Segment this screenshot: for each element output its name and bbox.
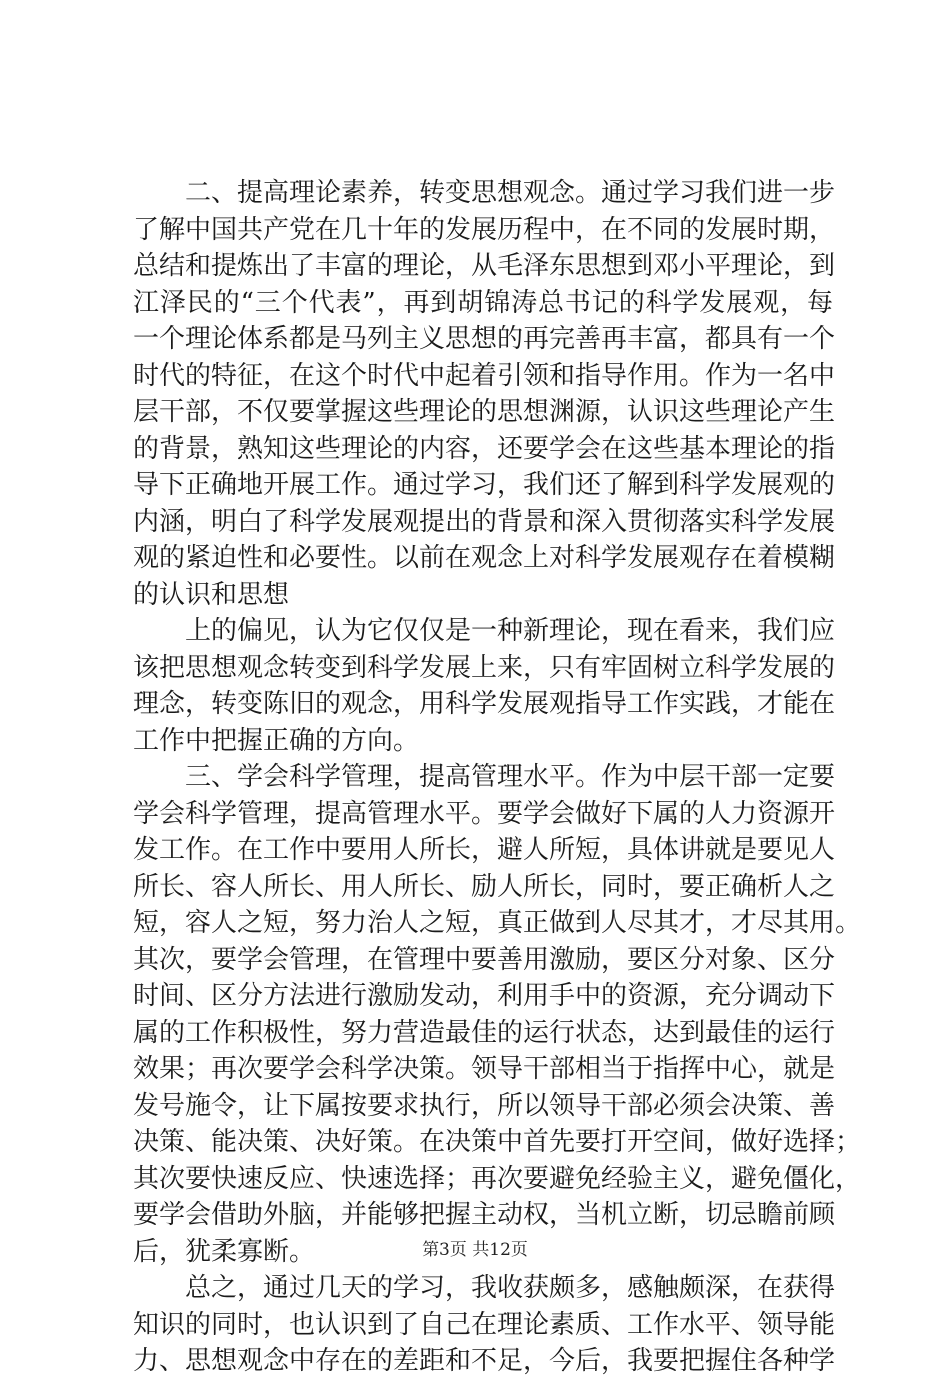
paragraph-line: 导下正确地开展工作。通过学习，我们还了解到科学发展观的 (133, 470, 836, 500)
paragraph-line: 二、提高理论素养，转变思想观念。通过学习我们进一步 (185, 178, 836, 208)
paragraph-line: 时代的特征，在这个时代中起着引领和指导作用。作为一名中 (133, 360, 836, 391)
paragraph-line: 力、思想观念中存在的差距和不足，今后，我要把握住各种学 (133, 1346, 836, 1376)
paragraph-line: 效果；再次要学会科学决策。领导干部相当于指挥中心，就是 (133, 1054, 836, 1084)
paragraph-line: 后，犹柔寡断。 (133, 1236, 316, 1267)
paragraph-line: 江泽民的“三个代表”，再到胡锦涛总书记的科学发展观，每 (133, 287, 833, 318)
paragraph-line: 所长、容人所长、用人所长、励人所长，同时，要正确析人之 (133, 871, 836, 902)
document-body (133, 175, 862, 1380)
page-number-footer: 第3页 共12页 (422, 1240, 528, 1260)
paragraph-line: 其次，要学会管理，在管理中要善用激励，要区分对象、区分 (133, 944, 836, 975)
paragraph-line: 学会科学管理，提高管理水平。要学会做好下属的人力资源开 (133, 798, 836, 829)
paragraph-line: 要学会借助外脑，并能够把握主动权，当机立断，切忌瞻前顾 (133, 1200, 836, 1230)
paragraph-line: 时间、区分方法进行激励发动，利用手中的资源，充分调动下 (133, 981, 836, 1011)
paragraph-line: 该把思想观念转变到科学发展上来，只有牢固树立科学发展的 (133, 652, 836, 683)
paragraph-line: 属的工作积极性，努力营造最佳的运行状态，达到最佳的运行 (133, 1017, 836, 1048)
paragraph-line: 观的紧迫性和必要性。以前在观念上对科学发展观存在着模糊 (133, 543, 836, 573)
paragraph-line: 的背景，熟知这些理论的内容，还要学会在这些基本理论的指 (133, 433, 836, 464)
paragraph-line: 理念，转变陈旧的观念，用科学发展观指导工作实践，才能在 (133, 689, 836, 719)
paragraph-theory (133, 175, 836, 613)
paragraph-line: 发工作。在工作中要用人所长，避人所短，具体讲就是要见人 (133, 835, 836, 865)
paragraph-line: 短，容人之短，努力治人之短，真正做到人尽其才，才尽其用。 (133, 908, 862, 938)
paragraph-line: 总结和提炼出了丰富的理论，从毛泽东思想到邓小平理论，到 (133, 251, 836, 281)
paragraph-line: 总之，通过几天的学习，我收获颇多，感触颇深，在获得 (185, 1273, 836, 1303)
paragraph-line: 知识的同时，也认识到了自己在理论素质、工作水平、领导能 (133, 1309, 836, 1340)
paragraph-line: 一个理论体系都是马列主义思想的再完善再丰富，都具有一个 (133, 324, 836, 354)
paragraph-line: 了解中国共产党在几十年的发展历程中，在不同的发展时期， (133, 214, 836, 245)
paragraph-continuation (133, 613, 836, 759)
paragraph-line: 三、学会科学管理，提高管理水平。作为中层干部一定要 (185, 762, 836, 792)
paragraph-line: 发号施令，让下属按要求执行，所以领导干部必须会决策、善 (133, 1090, 836, 1121)
paragraph-line: 工作中把握正确的方向。 (133, 725, 420, 756)
paragraph-line: 决策、能决策、决好策。在决策中首先要打开空间，做好选择； (133, 1127, 862, 1157)
paragraph-line: 上的偏见，认为它仅仅是一种新理论，现在看来，我们应 (185, 616, 836, 646)
paragraph-line: 层干部，不仅要掌握这些理论的思想渊源，认识这些理论产生 (133, 397, 836, 427)
paragraph-management (133, 759, 862, 1270)
paragraph-line: 的认识和思想 (133, 579, 290, 610)
paragraph-conclusion (133, 1270, 836, 1380)
paragraph-line: 内涵，明白了科学发展观提出的背景和深入贯彻落实科学发展 (133, 506, 836, 537)
paragraph-line: 其次要快速反应、快速选择；再次要避免经验主义，避免僵化， (133, 1163, 862, 1194)
